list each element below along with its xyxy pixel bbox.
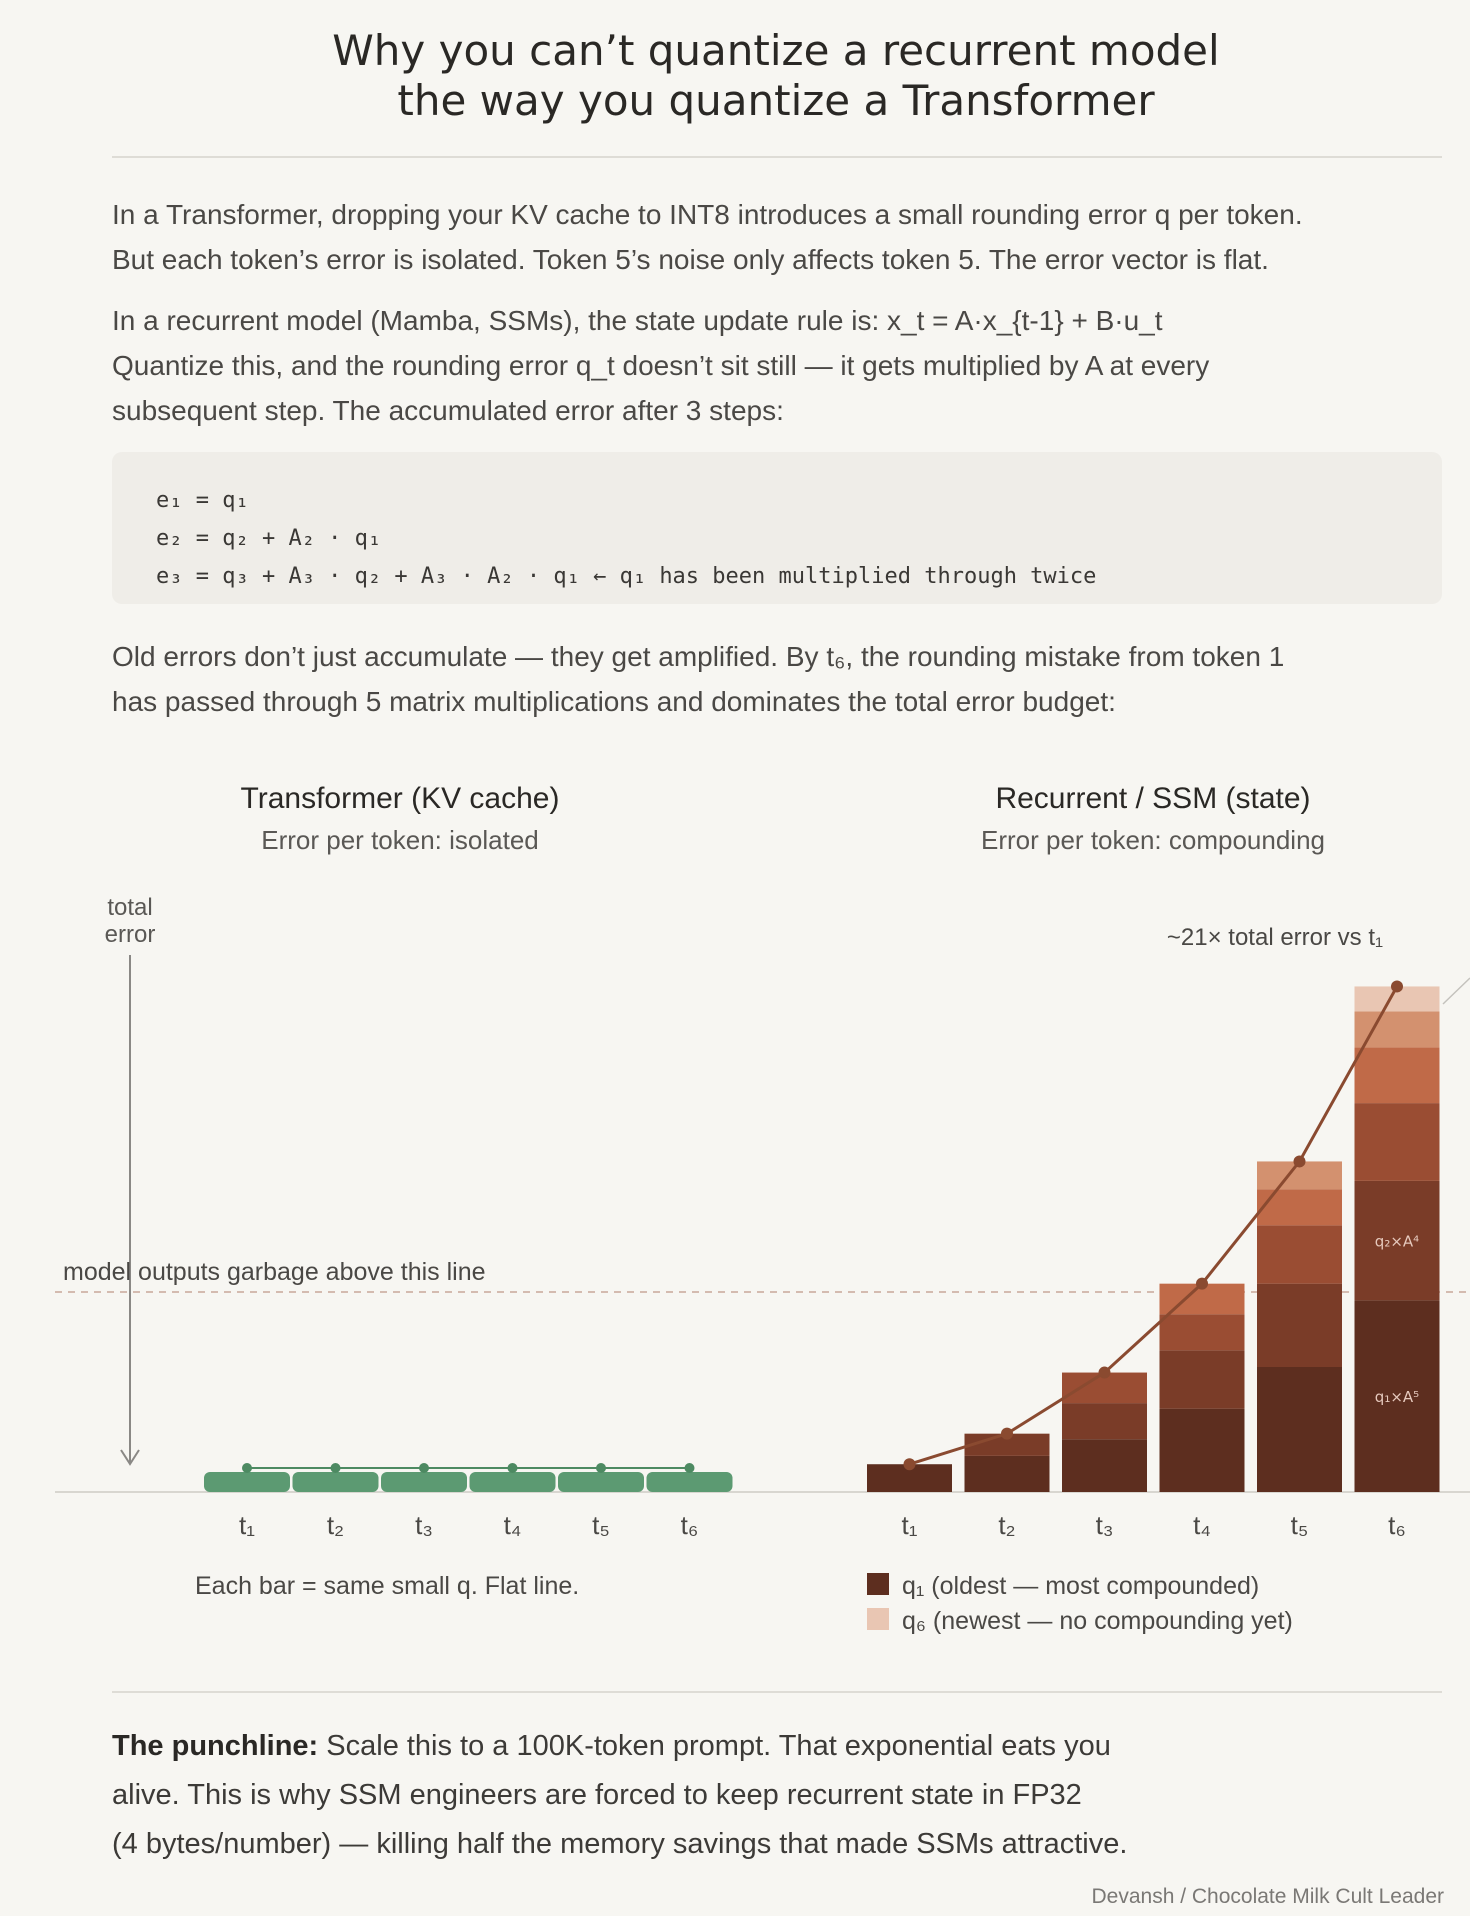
intro-p2-line2: Quantize this, and the rounding error q_t doesn’t sit still — it gets multiplied by A at every [112,350,1210,381]
ssm-chart-subtitle: Error per token: compounding [981,825,1325,855]
garbage-threshold-label: model outputs garbage above this line [63,1258,486,1286]
transformer-point [508,1463,518,1473]
punchline-line3: (4 bytes/number) — killing half the memory savings that made SSMs attractive. [112,1828,1128,1860]
ssm-tick-label: t₃ [1095,1510,1114,1540]
ssm-bar-segment [1257,1225,1342,1283]
y-axis-label [105,894,156,948]
annotation-leader-line [1443,978,1470,1004]
intro-p2-line3: subsequent step. The accumulated error after 3 steps: [112,395,784,426]
ssm-stacked-bars-group [867,980,1440,1540]
transformer-caption: Each bar = same small q. Flat line. [195,1572,580,1600]
equation-line-3: e₃ = q₃ + A₃ · q₂ + A₃ · A₂ · q₁ ← q₁ has been multiplied through twice [156,564,1097,589]
transformer-point [419,1463,429,1473]
ssm-bar-segment [965,1456,1050,1492]
transformer-bar [293,1472,379,1492]
transformer-tick-label: t₅ [592,1510,610,1540]
ssm-bar-segment [1355,1048,1440,1104]
punchline-line2: alive. This is why SSM engineers are forced to keep recurrent state in FP32 [112,1779,1082,1811]
title-line-2: the way you quantize a Transformer [397,76,1155,125]
y-axis-label-line2: error [104,921,156,948]
transformer-bar [204,1472,290,1492]
amplify-line2: has passed through 5 matrix multiplications and dominates the total error budget: [112,686,1116,717]
ssm-tick-label: t₁ [901,1510,918,1540]
amplify-line1: Old errors don’t just accumulate — they get amplified. By t₆, the rounding mistake from token 1 [112,641,1285,672]
equation-line-2: e₂ = q₂ + A₂ · q₁ [156,526,382,551]
y-axis-label-line1: total [107,894,153,921]
ssm-bar-segment [1160,1350,1245,1408]
bottom-divider [112,1691,1442,1693]
ssm-bar-segment [1355,1103,1440,1181]
ssm-point [1001,1428,1013,1440]
punchline-paragraph [112,1722,1412,1869]
transformer-point [242,1463,252,1473]
ssm-bar-segment [1160,1314,1245,1350]
ssm-bar-segment [1257,1367,1342,1492]
ssm-point [1294,1155,1306,1167]
ssm-tick-label: t₅ [1290,1510,1309,1540]
ssm-tick-label: t₄ [1193,1510,1211,1540]
ssm-point [1391,980,1403,992]
title-line-1: Why you can’t quantize a recurrent model [332,26,1220,75]
transformer-point [331,1463,341,1473]
ssm-point [904,1458,916,1470]
ssm-bar-segment [1062,1439,1147,1492]
transformer-point [596,1463,606,1473]
transformer-bar [647,1472,733,1492]
transformer-chart-subtitle: Error per token: isolated [261,825,539,855]
ssm-chart-title: Recurrent / SSM (state) [995,782,1311,815]
ssm-tick-label: t₂ [998,1510,1016,1540]
transformer-bar [470,1472,556,1492]
transformer-point [685,1463,695,1473]
ssm-bar-segment [1160,1409,1245,1492]
legend-label-newest: q₆ (newest — no compounding yet) [902,1607,1293,1635]
transformer-tick-label: t₂ [326,1510,345,1540]
ssm-point [1099,1367,1111,1379]
transformer-tick-label: t₁ [239,1510,255,1540]
transformer-chart-title: Transformer (KV cache) [240,782,560,815]
growth-annotation: ~21× total error vs t₁ [1166,924,1384,951]
punchline-label: The punchline: [112,1730,319,1762]
transformer-tick-label: t₃ [415,1510,433,1540]
legend-swatch-newest [867,1608,889,1630]
intro-p1-line2: But each token’s error is isolated. Token 5’s noise only affects token 5. The error vector is flat. [112,244,1269,275]
transformer-bar [558,1472,644,1492]
legend-label-oldest: q₁ (oldest — most compounded) [902,1572,1260,1600]
segment-label-q1: q₁×A⁵ [1374,1388,1420,1407]
intro-p1-line1: In a Transformer, dropping your KV cache to INT8 introduces a small rounding error q per token. [112,199,1303,230]
ssm-tick-label: t₆ [1388,1510,1406,1540]
credit-line: Devansh / Chocolate Milk Cult Leader [1091,1885,1444,1908]
punchline-text-1: Scale this to a 100K-token prompt. That exponential eats you [318,1730,1111,1762]
ssm-bar-segment [1062,1403,1147,1439]
punchline-line1 [112,1722,1412,1771]
intro-p2-line1: In a recurrent model (Mamba, SSMs), the state update rule is: x_t = A·x_{t-1} + B·u_t [112,305,1163,336]
transformer-tick-label: t₄ [503,1510,522,1540]
equation-line-1: e₁ = q₁ [156,488,249,513]
transformer-bars-group [204,1463,733,1540]
ssm-point [1196,1278,1208,1290]
ssm-bar-segment [1257,1189,1342,1225]
segment-label-q2: q₂×A⁴ [1374,1232,1420,1251]
legend-swatch-oldest [867,1573,889,1595]
transformer-bar [381,1472,467,1492]
ssm-bar-segment [1257,1284,1342,1367]
transformer-tick-label: t₆ [680,1510,699,1540]
